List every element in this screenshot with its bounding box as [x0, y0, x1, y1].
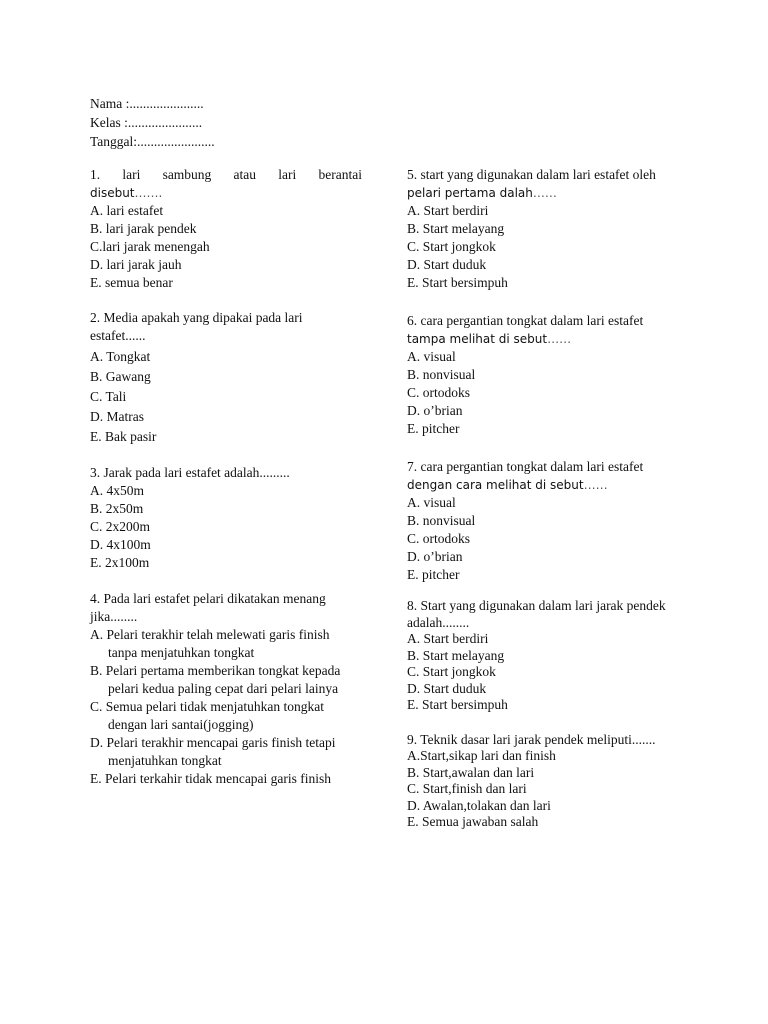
answer-option: D. o’brian	[407, 549, 463, 564]
answer-option: A.Start,sikap lari dan finish	[407, 748, 556, 763]
question-4	[90, 590, 362, 788]
answer-option: A. Pelari terakhir telah melewati garis finish tanpa menjatuhkan tongkat	[90, 627, 330, 660]
answer-option: E. pitcher	[407, 567, 460, 582]
question-8	[407, 598, 687, 714]
answer-option: C. ortodoks	[407, 385, 471, 400]
question-5	[407, 166, 687, 292]
student-info-header	[90, 95, 215, 152]
kelas-field: Kelas :......................	[90, 115, 203, 130]
answer-option: B. Start melayang	[407, 647, 505, 663]
question-9	[407, 732, 687, 831]
answer-option: C. Start,finish dan lari	[407, 781, 527, 796]
answer-option: A. visual	[407, 349, 456, 364]
question-1-line-1: 1. lari sambung atau lari berantai	[90, 167, 362, 182]
answer-option: E. Bak pasir	[90, 429, 157, 444]
answer-option: D. lari jarak jauh	[90, 257, 182, 272]
answer-option: A. visual	[407, 495, 456, 510]
answer-option: D. Matras	[90, 409, 144, 424]
answer-option: E. Semua jawaban salah	[407, 814, 539, 829]
question-3-text: 3. Jarak pada lari estafet adalah.........	[90, 465, 290, 480]
answer-option: B. Pelari pertama memberikan tongkat kepada pelari kedua paling cepat dari pelari lainya	[90, 663, 341, 696]
answer-option: B. lari jarak pendek	[90, 221, 197, 236]
answer-option: E. pitcher	[407, 421, 460, 436]
tanggal-field: Tanggal:.......................	[90, 134, 215, 149]
answer-option: A. 4x50m	[90, 483, 144, 498]
answer-option: E. 2x100m	[90, 555, 150, 570]
answer-option: E. Start bersimpuh	[407, 697, 508, 712]
answer-option: C. Start jongkok	[407, 664, 496, 679]
question-1-line-2: disebut…….	[90, 186, 163, 200]
answer-option: A. Tongkat	[90, 349, 151, 364]
answer-option: D. Pelari terakhir mencapai garis finish tetapi menjatuhkan tongkat	[90, 735, 336, 768]
answer-option: B. Start,awalan dan lari	[407, 764, 535, 780]
answer-option: E. Start bersimpuh	[407, 275, 508, 290]
question-8-text: 8. Start yang digunakan dalam lari jarak pendek adalah........	[407, 598, 666, 630]
answer-option: B. nonvisual	[407, 513, 476, 528]
left-column	[90, 166, 362, 788]
answer-option: B. Gawang	[90, 369, 151, 384]
answer-option: C. 2x200m	[90, 519, 151, 534]
question-7-line-1: 7. cara pergantian tongkat dalam lari estafet	[407, 459, 644, 474]
answer-option: D. Start duduk	[407, 257, 487, 272]
question-7	[407, 458, 687, 584]
answer-option: D. 4x100m	[90, 537, 151, 552]
question-9-text: 9. Teknik dasar lari jarak pendek meliputi.......	[407, 731, 656, 747]
answer-option: C. Tali	[90, 389, 127, 404]
answer-option: C.lari jarak menengah	[90, 239, 210, 254]
answer-option: B. Start melayang	[407, 221, 505, 236]
question-4-text: 4. Pada lari estafet pelari dikatakan menang jika........	[90, 591, 326, 624]
question-2	[90, 309, 362, 446]
question-3	[90, 464, 362, 572]
answer-option: D. o’brian	[407, 403, 463, 418]
answer-option: A. lari estafet	[90, 203, 164, 218]
nama-field: Nama :......................	[90, 96, 204, 111]
answer-option: E. semua benar	[90, 275, 173, 290]
question-5-line-1: 5. start yang digunakan dalam lari estafet oleh	[407, 167, 656, 182]
answer-option: D. Start duduk	[407, 680, 487, 696]
answer-option: A. Start berdiri	[407, 203, 489, 218]
answer-option: B. nonvisual	[407, 367, 476, 382]
question-1	[90, 166, 362, 292]
answer-option: D. Awalan,tolakan dan lari	[407, 797, 551, 813]
answer-option: C. Start jongkok	[407, 239, 496, 254]
answer-option: C. ortodoks	[407, 531, 471, 546]
question-6	[407, 312, 687, 438]
question-7-line-2: dengan cara melihat di sebut……	[407, 478, 608, 492]
question-6-line-1: 6. cara pergantian tongkat dalam lari estafet	[407, 313, 644, 328]
answer-option: B. 2x50m	[90, 501, 144, 516]
question-5-line-2: pelari pertama dalah……	[407, 186, 557, 200]
answer-option: E. Pelari terkahir tidak mencapai garis finish	[90, 771, 332, 786]
answer-option: A. Start berdiri	[407, 631, 489, 646]
answer-option: C. Semua pelari tidak menjatuhkan tongkat dengan lari santai(jogging)	[90, 699, 324, 732]
right-column	[407, 166, 687, 831]
question-2-text: 2. Media apakah yang dipakai pada lari estafet......	[90, 310, 303, 343]
question-6-line-2: tampa melihat di sebut……	[407, 332, 572, 346]
